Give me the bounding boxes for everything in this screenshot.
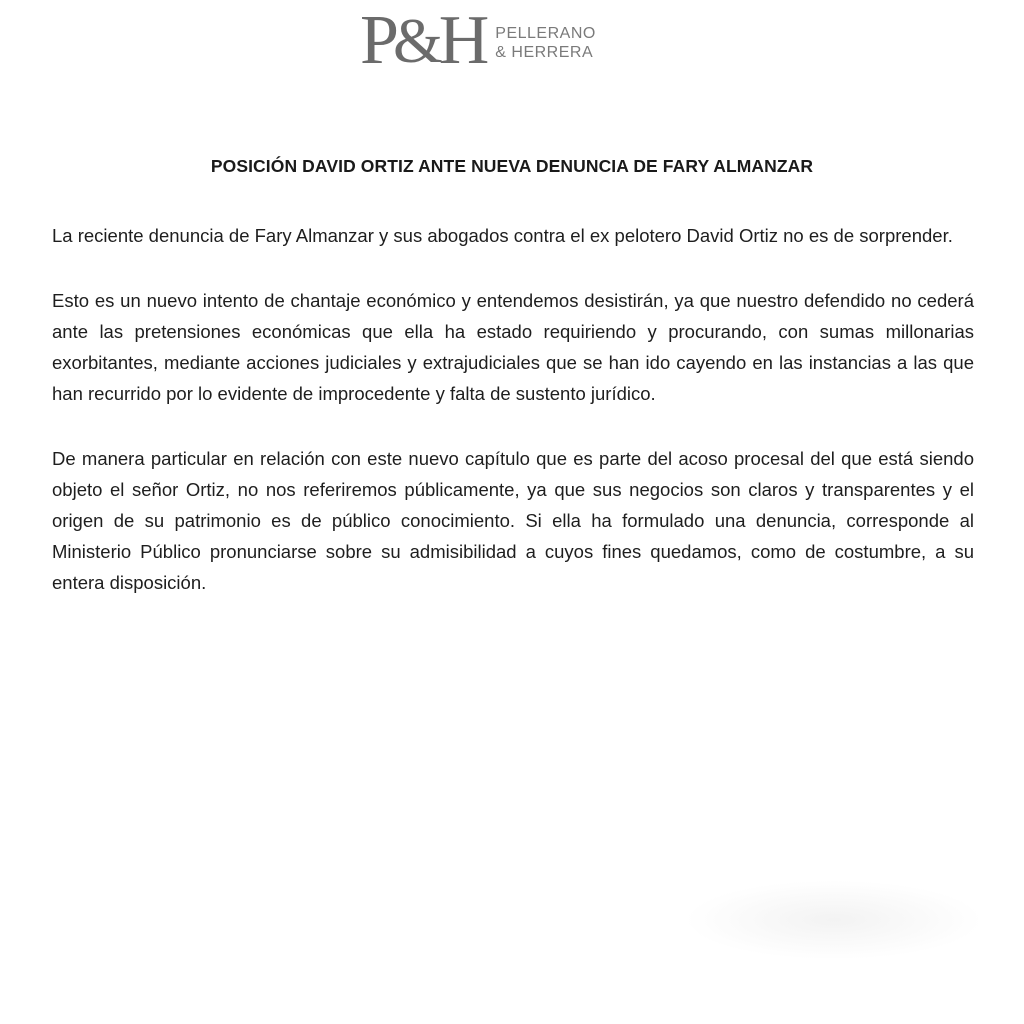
paragraph-1: La reciente denuncia de Fary Almanzar y sus abogados contra el ex pelotero David Ortiz no es de sorprender. [52, 225, 953, 246]
document-title: POSICIÓN DAVID ORTIZ ANTE NUEVA DENUNCIA DE FARY ALMANZAR [210, 156, 814, 176]
logo-ampersand: & [392, 5, 439, 76]
paragraph-3: De manera particular en relación con este nuevo capítulo que es parte del acoso procesal del que está siendo objeto el señor Ortiz, no nos referiremos públicamente, ya que sus negocios son claros y transparentes y el origen de su patrimonio es de público conocimiento. Si ella ha formulado una denuncia, corresponde al Ministerio Público pronunciarse sobre su admisibilidad a cuyos fines quedamos, como de costumbre, a su entera disposición. [52, 448, 974, 593]
firm-name-line1: PELLERANO [495, 25, 596, 42]
firm-name [495, 24, 596, 62]
logo-letter-h: H [438, 2, 484, 79]
firm-name-line2: & HERRERA [495, 44, 594, 61]
logo-letter-p: P [360, 2, 393, 79]
document-body [52, 220, 974, 632]
letterhead [360, 2, 596, 79]
firm-logo-monogram [360, 2, 484, 79]
paragraph-2: Esto es un nuevo intento de chantaje económico y entendemos desistirán, ya que nuestro defendido no cederá ante las pretensiones económicas que ella ha estado requiriendo y procurando, con sumas millonarias exorbitantes, mediante acciones judiciales y extrajudiciales que se han ido cayendo en las instancias a las que han recurrido por lo evidente de improcedente y falta de sustento jurídico. [52, 290, 974, 404]
scan-smudge [684, 880, 984, 960]
